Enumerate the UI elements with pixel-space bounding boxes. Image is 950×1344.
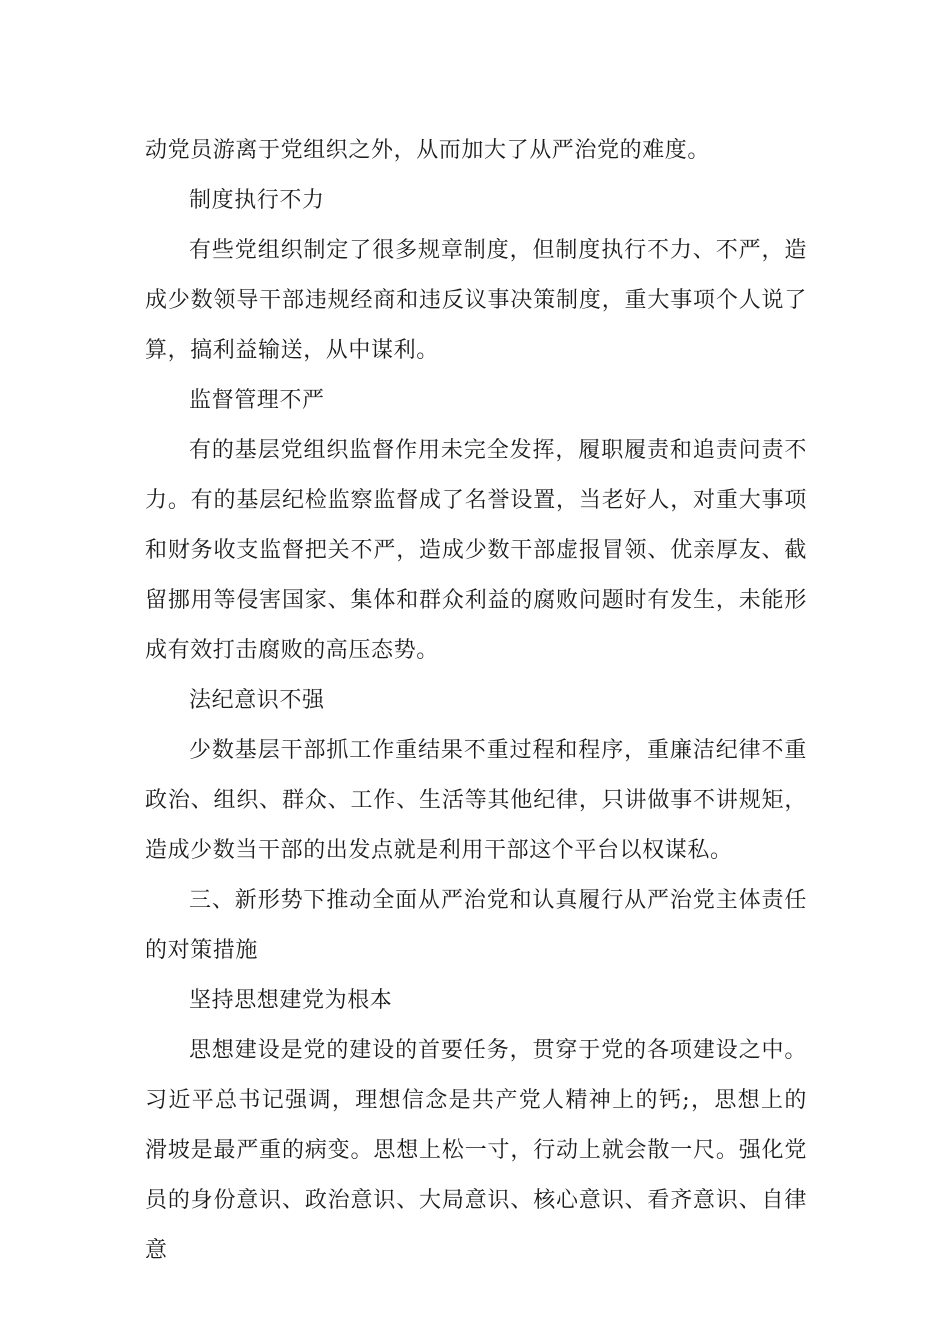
paragraph-2: 有些党组织制定了很多规章制度，但制度执行不力、不严，造成少数领导干部违规经商和违反议事决策制度，重大事项个人说了算，搞利益输送，从中谋利。	[145, 238, 807, 363]
section-heading-part-three: 三、新形势下推动全面从严治党和认真履行从严治党主体责任的对策措施	[145, 888, 807, 963]
section-heading-institution-enforcement: 制度执行不力	[189, 188, 325, 213]
section-heading-supervision: 监督管理不严	[189, 388, 325, 413]
paragraph-4: 少数基层干部抓工作重结果不重过程和程序，重廉洁纪律不重政治、组织、群众、工作、生活等其他纪律，只讲做事不讲规矩，造成少数当干部的出发点就是利用干部这个平台以权谋私。	[145, 738, 807, 863]
document-body	[145, 126, 807, 1276]
paragraph-3: 有的基层党组织监督作用未完全发挥，履职履责和追责问责不力。有的基层纪检监察监督成了名誉设置，当老好人，对重大事项和财务收支监督把关不严，造成少数干部虚报冒领、优亲厚友、截留挪用等侵害国家、集体和群众利益的腐败问题时有发生，未能形成有效打击腐败的高压态势。	[145, 438, 807, 663]
section-heading-ideological-building: 坚持思想建党为根本	[189, 988, 393, 1013]
section-heading-discipline-awareness: 法纪意识不强	[189, 688, 325, 713]
paragraph-5: 思想建设是党的建设的首要任务，贯穿于党的各项建设之中。习近平总书记强调，理想信念是共产党人精神上的钙;，思想上的滑坡是最严重的病变。思想上松一寸，行动上就会散一尺。强化党员的身份意识、政治意识、大局意识、核心意识、看齐意识、自律意	[145, 1038, 807, 1263]
paragraph-1: 动党员游离于党组织之外，从而加大了从严治党的难度。	[145, 138, 711, 163]
